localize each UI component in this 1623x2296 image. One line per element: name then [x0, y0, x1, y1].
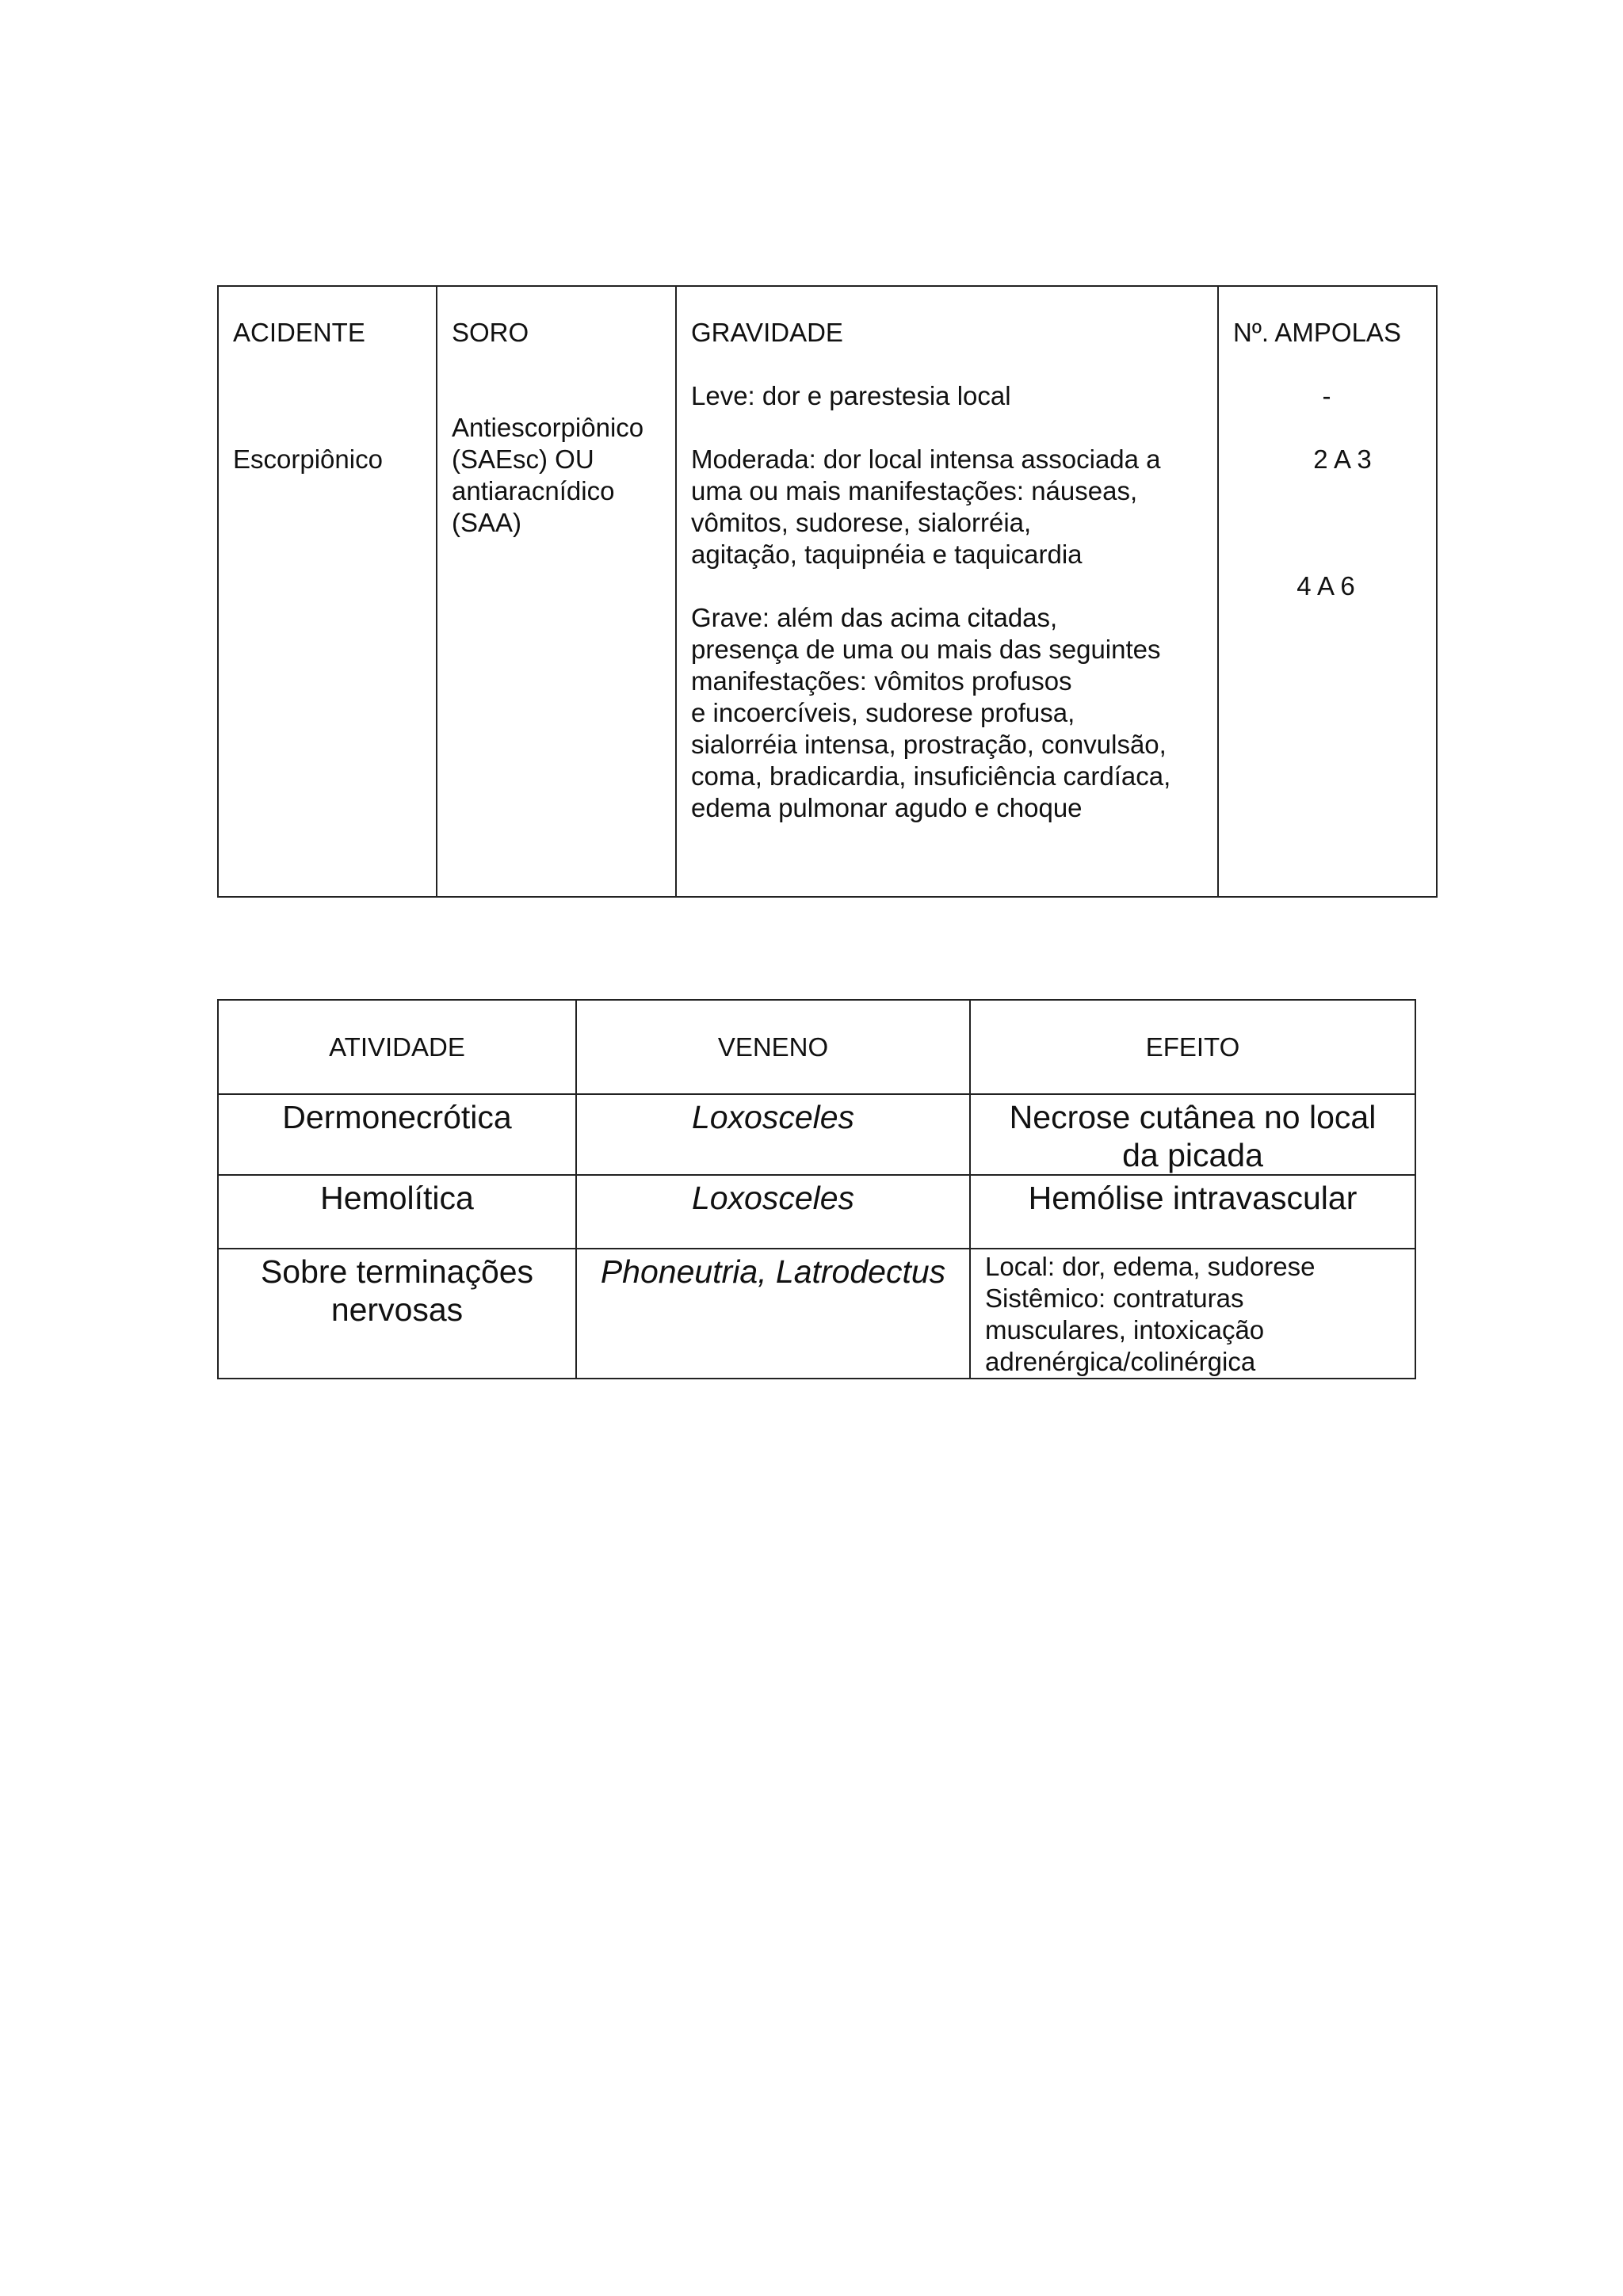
efeito-line: Sistêmico: contraturas: [985, 1283, 1244, 1313]
table-header-row: [218, 1000, 1415, 1094]
column-acidente: [219, 287, 436, 896]
header-gravidade: GRAVIDADE: [691, 318, 843, 347]
header-atividade: ATIVIDADE: [218, 1000, 576, 1094]
column-ampolas: [1217, 287, 1436, 896]
efeito-line: adrenérgica/colinérgica: [985, 1347, 1256, 1376]
header-acidente: ACIDENTE: [233, 318, 365, 347]
column-soro: [436, 287, 675, 896]
gravidade-grave: Grave: além das acima citadas, presença de uma ou mais das seguintes manifestações: vômitos profusos e incoercíveis, sudorese profusa, sialorréia intensa, prostração, convulsão, coma, bradicardia, insuficiência cardíaca, edema pulmonar agudo e choque: [691, 603, 1171, 822]
cell-atividade: Hemolítica: [218, 1175, 576, 1249]
table-row: [218, 1094, 1415, 1175]
cell-efeito: Hemólise intravascular: [970, 1175, 1415, 1249]
cell-veneno: Loxosceles: [576, 1175, 970, 1249]
column-gravidade: [675, 287, 1217, 896]
venom-activity-table: [217, 999, 1416, 1379]
efeito-line: da picada: [1122, 1137, 1263, 1173]
cell-veneno: Loxosceles: [576, 1094, 970, 1175]
scorpion-accident-table: [217, 285, 1438, 898]
header-veneno: VENENO: [576, 1000, 970, 1094]
cell-soro: Antiescorpiônico (SAEsc) OU antiaracnídico (SAA): [452, 413, 644, 537]
cell-atividade: Dermonecrótica: [218, 1094, 576, 1175]
cell-efeito: [970, 1094, 1415, 1175]
cell-atividade: [218, 1249, 576, 1379]
efeito-line: musculares, intoxicação: [985, 1315, 1265, 1344]
header-ampolas: Nº. AMPOLAS: [1233, 318, 1401, 347]
efeito-line: Necrose cutânea no local: [1009, 1099, 1377, 1135]
cell-veneno: Phoneutria, Latrodectus: [576, 1249, 970, 1379]
atividade-line: nervosas: [330, 1291, 464, 1328]
ampolas-moderada: 2 A 3: [1313, 444, 1372, 474]
atividade-line: Sobre terminações: [260, 1253, 534, 1290]
efeito-line: Local: dor, edema, sudorese: [985, 1252, 1316, 1281]
gravidade-leve: Leve: dor e parestesia local: [691, 381, 1011, 410]
header-soro: SORO: [452, 318, 529, 347]
gravidade-moderada: Moderada: dor local intensa associada a uma ou mais manifestações: náuseas, vômitos, sudorese, sialorréia, agitação, taquipnéia e taquicardia: [691, 444, 1161, 569]
ampolas-leve: -: [1322, 381, 1331, 410]
table-row: [218, 1175, 1415, 1249]
header-efeito: EFEITO: [970, 1000, 1415, 1094]
cell-efeito: [970, 1249, 1415, 1379]
table-row: [218, 1249, 1415, 1379]
cell-acidente: Escorpiônico: [233, 444, 383, 474]
ampolas-grave: 4 A 6: [1296, 571, 1355, 601]
